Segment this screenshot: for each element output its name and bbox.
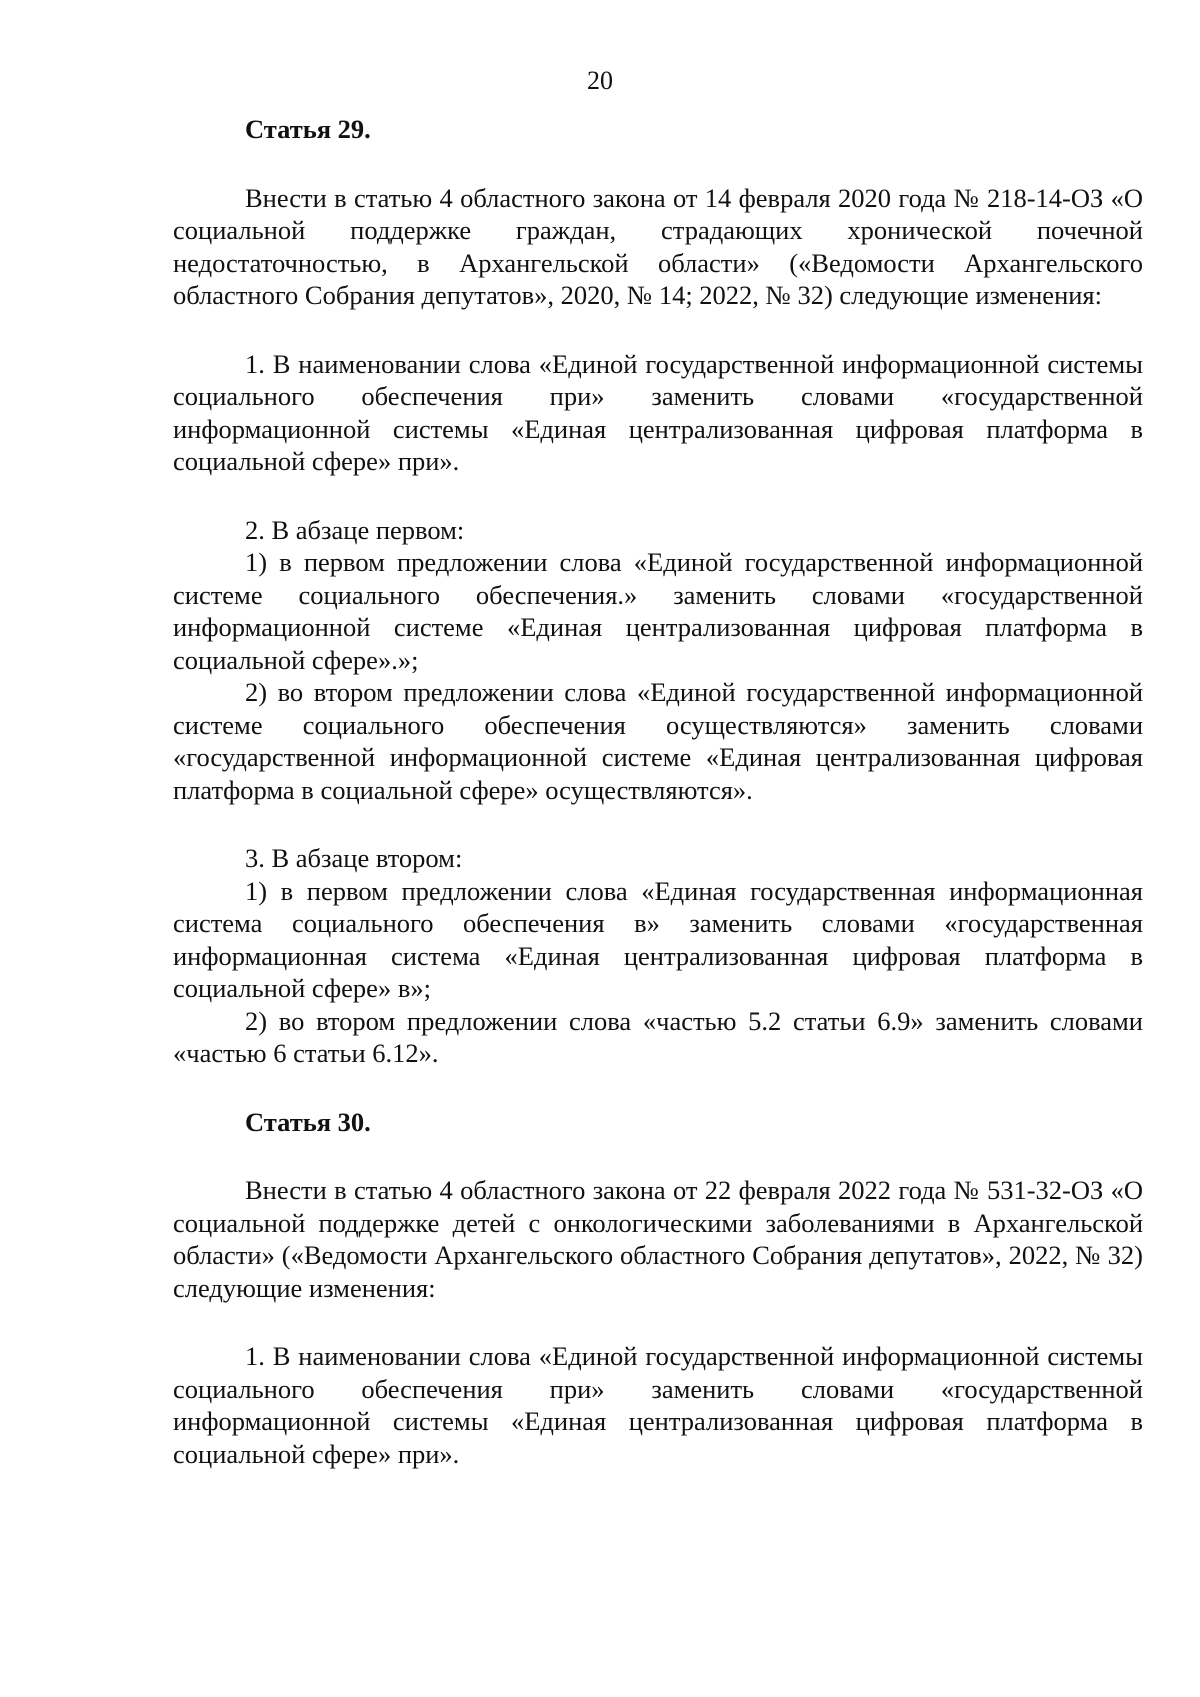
article-29-heading: Статья 29. — [245, 114, 371, 144]
page-number: 20 — [587, 66, 613, 95]
article-29-item-2-sub-2: 2) во втором предложении слова «Единой государственной информационной системе социального обеспечения осуществляются» заменить словами «государственной информационной системе «Единая централизованная цифровая платформа в социальной сфере» осуществляются». — [173, 677, 1143, 805]
article-29-item-3-sub-2: 2) во втором предложении слова «частью 5.2 статьи 6.9» заменить словами «частью 6 статьи 6.12». — [173, 1005, 1143, 1068]
article-30-heading: Статья 30. — [245, 1106, 371, 1137]
article-29-item-3-title: 3. В абзаце втором: — [245, 843, 463, 873]
article-29-item-3-sub-1: 1) в первом предложении слова «Единая государственная информационная система социального обеспечения в» заменить словами «государственная информационная система «Единая централизованная цифровая платформа в социальной сфере» в»; — [173, 875, 1143, 1003]
article-30-item-1: 1. В наименовании слова «Единой государственной информационной системы социального обеспечения при» заменить словами «государственной информационной системы «Единая централизованная цифровая платформа в социальной сфере» при». — [173, 1341, 1143, 1469]
document-body — [173, 113, 1143, 1470]
article-29-item-2-title: 2. В абзаце первом: — [245, 514, 465, 545]
article-29-item-1: 1. В наименовании слова «Единой государственной информационной системы социального обеспечения при» заменить словами «государственной информационной системы «Единая централизованная цифровая платформа в социальной сфере» при». — [173, 348, 1143, 476]
article-29-intro: Внести в статью 4 областного закона от 14 февраля 2020 года № 218-14-ОЗ «О социальной поддержке граждан, страдающих хронической почечной недостаточностью, в Архангельской области» («Ведомости Архангельского областного Собрания депутатов», 2020, № 14; 2022, № 32) следующие изменения: — [173, 182, 1143, 310]
article-30-intro: Внести в статью 4 областного закона от 22 февраля 2022 года № 531-32-ОЗ «О социальной поддержке детей с онкологическими заболеваниями в Архангельской области» («Ведомости Архангельского областного Собрания депутатов», 2022, № 32) следующие изменения: — [173, 1175, 1143, 1303]
article-29-item-2-sub-1: 1) в первом предложении слова «Единой государственной информационной системе социального обеспечения.» заменить словами «государственной информационной системе «Единая централизованная цифровая платформа в социальной сфере».»; — [173, 547, 1143, 675]
